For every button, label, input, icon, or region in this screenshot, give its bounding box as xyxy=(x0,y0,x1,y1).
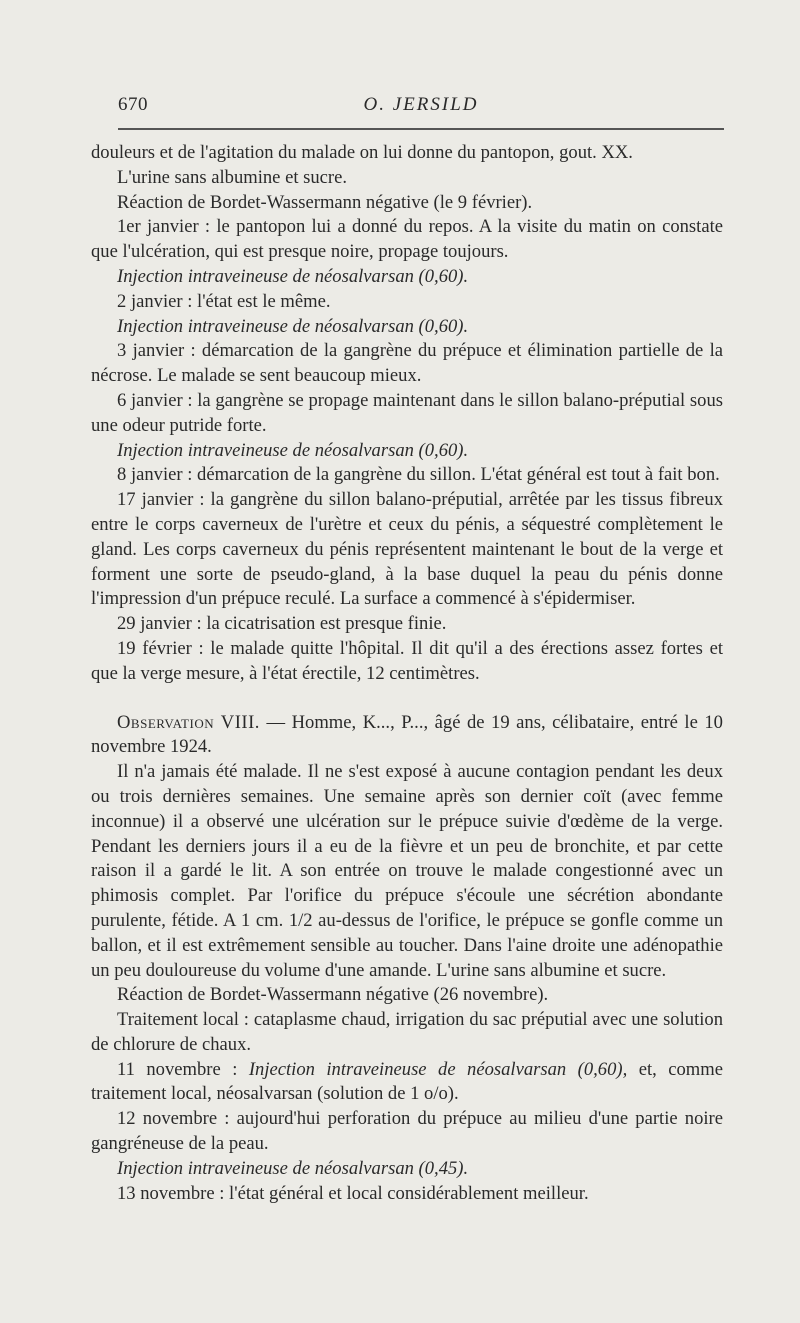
paragraph xyxy=(91,1058,723,1108)
paragraph: Traitement local : cataplasme chaud, irrigation du sac préputial avec une solution de chlorure de chaux. xyxy=(91,1009,723,1055)
paragraph: Il n'a jamais été malade. Il ne s'est exposé à aucune contagion pendant les deux ou trois dernières semaines. Une semaine après son dernier coït (avec femme inconnue) il a observé une ulcération sur le prépuce suivie d'œdème de la verge. Pendant les derniers jours il a eu de la fièvre et un peu de bronchite, et par cette raison il a gardé le lit. A son entrée on trouve le malade congestionné avec un phimosis complet. Par l'orifice du prépuce s'écoule une sécrétion abondante purulente, fétide. A 1 cm. 1/2 au-dessus de l'orifice, le prépuce se gonfle comme un ballon, et il est extrêmement sensible au toucher. Dans l'aine droite une adénopathie un peu douloureuse du volume d'une amande. L'urine sans albumine et sucre. xyxy=(91,761,723,981)
paragraph-gap xyxy=(91,687,723,711)
paragraph: 2 janvier : l'état est le même. xyxy=(117,290,331,312)
paragraph xyxy=(91,315,723,340)
injection-note: Injection intraveineuse de néosalvarsan (0,60), xyxy=(248,1058,628,1080)
paragraph: douleurs et de l'agitation du malade on lui donne du pantopon, gout. XX. xyxy=(91,142,633,163)
observation-text: — Homme, K..., P..., âgé de 19 ans, célibataire, entré le 10 novembre 1924. xyxy=(91,711,723,758)
paragraph: 29 janvier : la cicatrisation est presque finie. xyxy=(117,613,447,635)
observation-heading: Observation VIII. xyxy=(117,711,260,733)
header-rule xyxy=(118,128,724,130)
paragraph xyxy=(91,439,723,464)
paragraph: Réaction de Bordet-Wassermann négative (26 novembre). xyxy=(117,984,549,1006)
paragraph xyxy=(91,265,723,290)
page-number: 670 xyxy=(118,94,148,115)
paragraph xyxy=(91,1157,723,1182)
paragraph: Réaction de Bordet-Wassermann négative (le 9 février). xyxy=(117,191,533,213)
body-text xyxy=(91,141,723,1206)
paragraph: 1er janvier : le pantopon lui a donné du repos. A la visite du matin on constate que l'ulcération, qui est presque noire, propage toujours. xyxy=(91,216,723,263)
paragraph: 6 janvier : la gangrène se propage maintenant dans le sillon balano-préputial sous une odeur putride forte. xyxy=(91,389,723,436)
paragraph: 13 novembre : l'état général et local considérablement meilleur. xyxy=(117,1182,589,1204)
injection-note: Injection intraveineuse de néosalvarsan (0,60). xyxy=(117,315,469,337)
running-head: O. JERSILD xyxy=(363,94,479,115)
paragraph: L'urine sans albumine et sucre. xyxy=(117,166,348,188)
paragraph: 8 janvier : démarcation de la gangrène du sillon. L'état général est tout à fait bon. xyxy=(117,464,720,486)
injection-note: Injection intraveineuse de néosalvarsan (0,60). xyxy=(117,265,469,287)
treatment-text: et, comme traitement local, néosalvarsan (solution de 1 o/o). xyxy=(91,1058,723,1105)
injection-note: Injection intraveineuse de néosalvarsan (0,60). xyxy=(117,439,469,461)
paragraph xyxy=(91,711,723,761)
paragraph: 3 janvier : démarcation de la gangrène du prépuce et élimination partielle de la nécrose. Le malade se sent beaucoup mieux. xyxy=(91,340,723,387)
paragraph: 12 novembre : aujourd'hui perforation du prépuce au milieu d'une partie noire gangréneuse de la peau. xyxy=(91,1108,723,1155)
injection-note: Injection intraveineuse de néosalvarsan (0,45). xyxy=(117,1157,469,1179)
paragraph: 17 janvier : la gangrène du sillon balano-préputial, arrêtée par les tissus fibreux entre le corps caverneux de l'urètre et ceux du pénis, a séquestré complètement le gland. Les corps caverneux du pénis représentent maintenant le bout de la verge et forment une sorte de pseudo-gland, à la base duquel la peau du pénis donne l'impression d'un prépuce reculé. La surface a commencé à s'épidermiser. xyxy=(91,489,723,610)
date-label: 11 novembre : xyxy=(117,1058,249,1080)
paragraph: 19 février : le malade quitte l'hôpital. Il dit qu'il a des érections assez fortes et que la verge mesure, à l'état érectile, 12 centimètres. xyxy=(91,637,723,684)
page-header xyxy=(118,94,724,124)
